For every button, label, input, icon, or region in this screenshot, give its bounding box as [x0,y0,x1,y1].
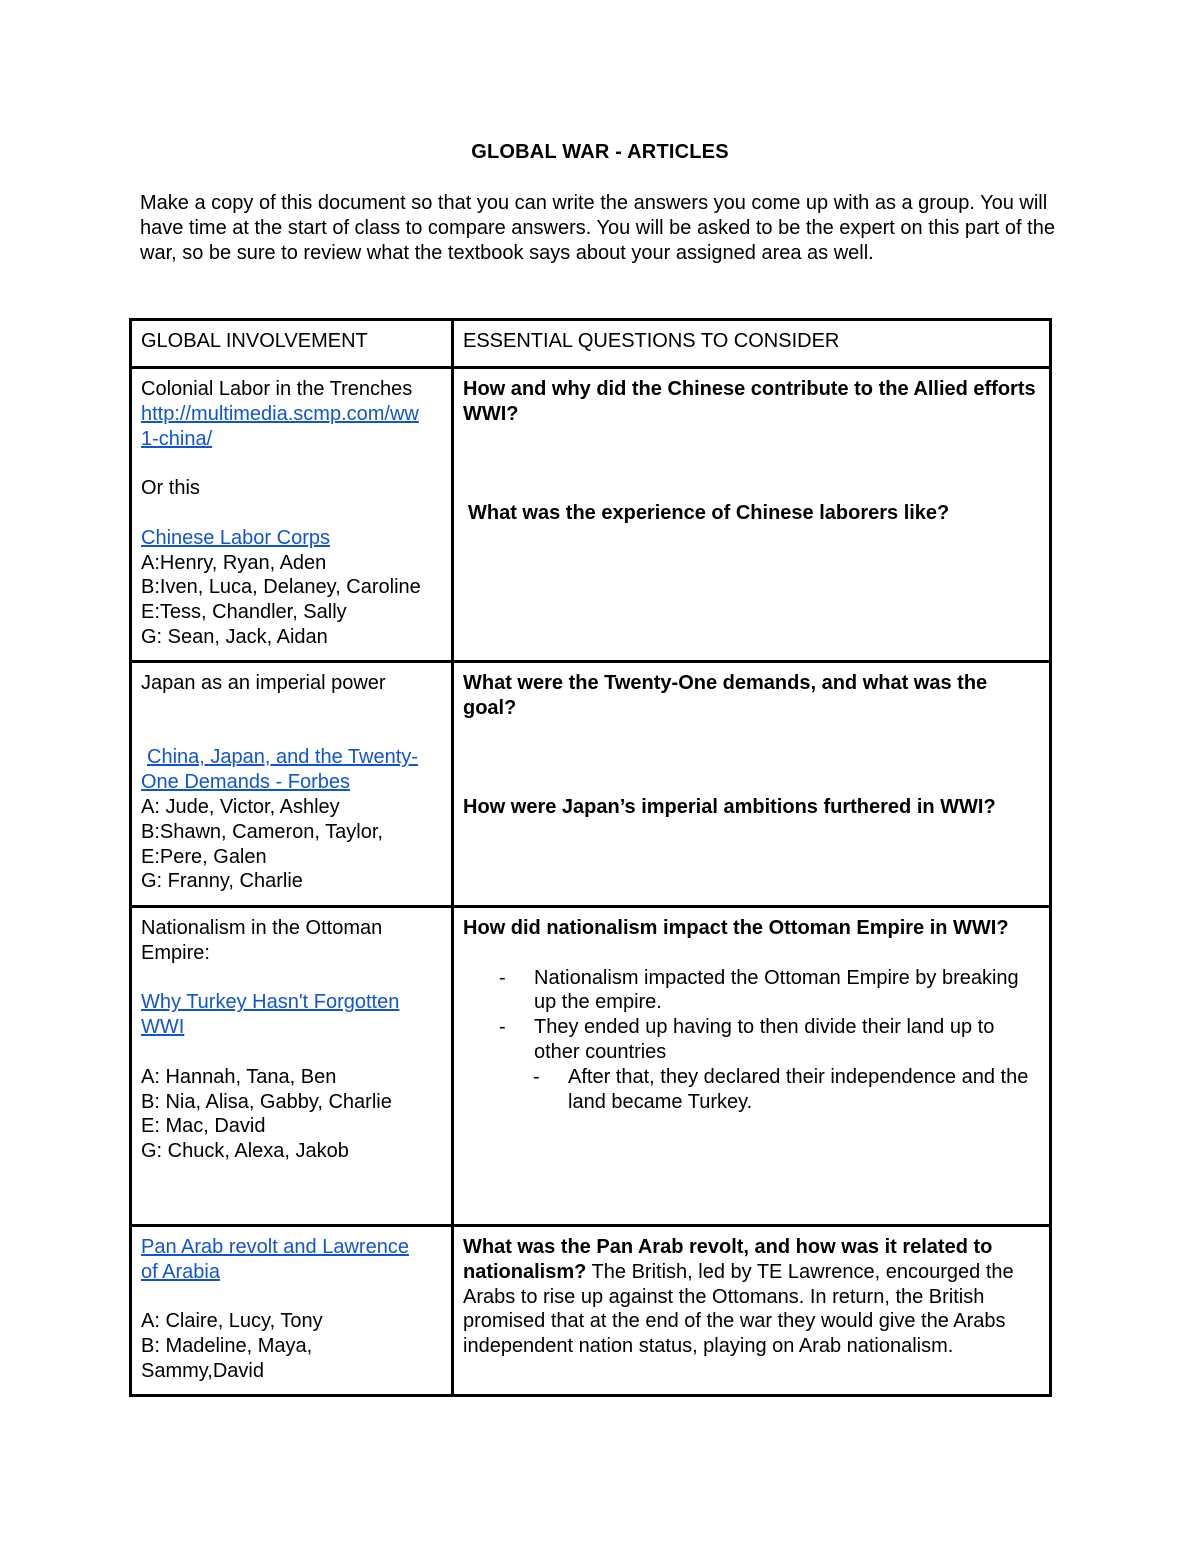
questions-cell [453,1226,1051,1396]
topic-cell [131,1226,453,1396]
essential-question: How did nationalism impact the Ottoman Empire in WWI? [463,917,1009,939]
table-row [131,368,1051,662]
group-assignment: B:Iven, Luca, Delaney, Caroline [141,576,421,599]
table-row [131,662,1051,907]
list-item: - Nationalism impacted the Ottoman Empire by breaking up the empire. [499,966,1019,1014]
group-assignment: B: Nia, Alisa, Gabby, Charlie [141,1090,392,1113]
article-link[interactable]: China, Japan, and the Twenty- One Demands - Forbes [141,746,418,794]
essential-question: What were the Twenty-One demands, and what was the goal? [463,672,988,719]
questions-cell [453,368,1051,662]
essential-question: How and why did the Chinese contribute to the Allied efforts WWI? [463,378,1036,425]
topic-cell [131,368,453,662]
article-link[interactable]: Pan Arab revolt and Lawrence of Arabia [141,1236,409,1283]
group-assignment: G: Chuck, Alexa, Jakob [141,1140,349,1163]
group-assignment: E: Mac, David [141,1115,266,1138]
topic-cell [131,907,453,1226]
article-link[interactable]: Why Turkey Hasn't Forgotten WWI [141,991,400,1039]
answer-text: The British, led by TE Lawrence, encourged the Arabs to rise up against the Ottomans. In return, the British promised that at the end of the war they would give the Arabs independent nation status, playing on Arab nationalism. [463,1260,1014,1358]
topic-title: Nationalism in the Ottoman Empire: [141,917,383,964]
topic-cell [131,662,453,907]
essential-question: What was the Pan Arab revolt, and how was it related to nationalism? [463,1236,993,1283]
assignment-table [129,318,1052,1397]
group-assignment: B:Shawn, Cameron, Taylor, [141,820,383,843]
alternative-label: Or this [141,477,200,500]
table-row [131,1226,1051,1396]
article-link[interactable]: Chinese Labor Corps [141,526,330,549]
answer-paragraph [463,1236,1014,1357]
answer-list [463,966,1041,1065]
instructions-paragraph: Make a copy of this document so that you can write the answers you come up with as a group. You will have time at the start of class to compare answers. You will be asked to be the expert on this part of the war, so be sure to review what the textbook says about your assigned area as well. [140,192,1055,264]
group-assignment: Sammy,David [141,1359,264,1382]
group-assignment: A: Jude, Victor, Ashley [141,795,340,818]
topic-title: Colonial Labor in the Trenches [141,378,413,400]
questions-cell [453,907,1051,1226]
header-global-involvement: GLOBAL INVOLVEMENT [131,320,453,368]
table-header-row [131,320,1051,368]
group-assignment: E:Pere, Galen [141,845,267,868]
list-item: - After that, they declared their independence and the land became Turkey. [533,1065,1029,1113]
group-assignment: E:Tess, Chandler, Sally [141,601,347,624]
group-assignment: A:Henry, Ryan, Aden [141,551,327,574]
answer-sublist [463,1065,1041,1115]
group-assignment: G: Franny, Charlie [141,870,303,893]
essential-question: What was the experience of Chinese laborers like? [468,501,950,524]
essential-question: How were Japan’s imperial ambitions furthered in WWI? [463,795,996,818]
list-item: - They ended up having to then divide their land up to other countries [499,1016,995,1063]
header-essential-questions: ESSENTIAL QUESTIONS TO CONSIDER [453,320,1051,368]
group-assignment: A: Claire, Lucy, Tony [141,1310,323,1333]
group-assignment: B: Madeline, Maya, [141,1335,313,1358]
questions-cell [453,662,1051,907]
topic-title: Japan as an imperial power [141,672,386,694]
group-assignment: G: Sean, Jack, Aidan [141,625,328,648]
page-title: GLOBAL WAR - ARTICLES [471,141,729,163]
group-assignment: A: Hannah, Tana, Ben [141,1065,337,1088]
article-link[interactable]: http://multimedia.scmp.com/ww 1-china/ [141,402,419,450]
table-row [131,907,1051,1226]
